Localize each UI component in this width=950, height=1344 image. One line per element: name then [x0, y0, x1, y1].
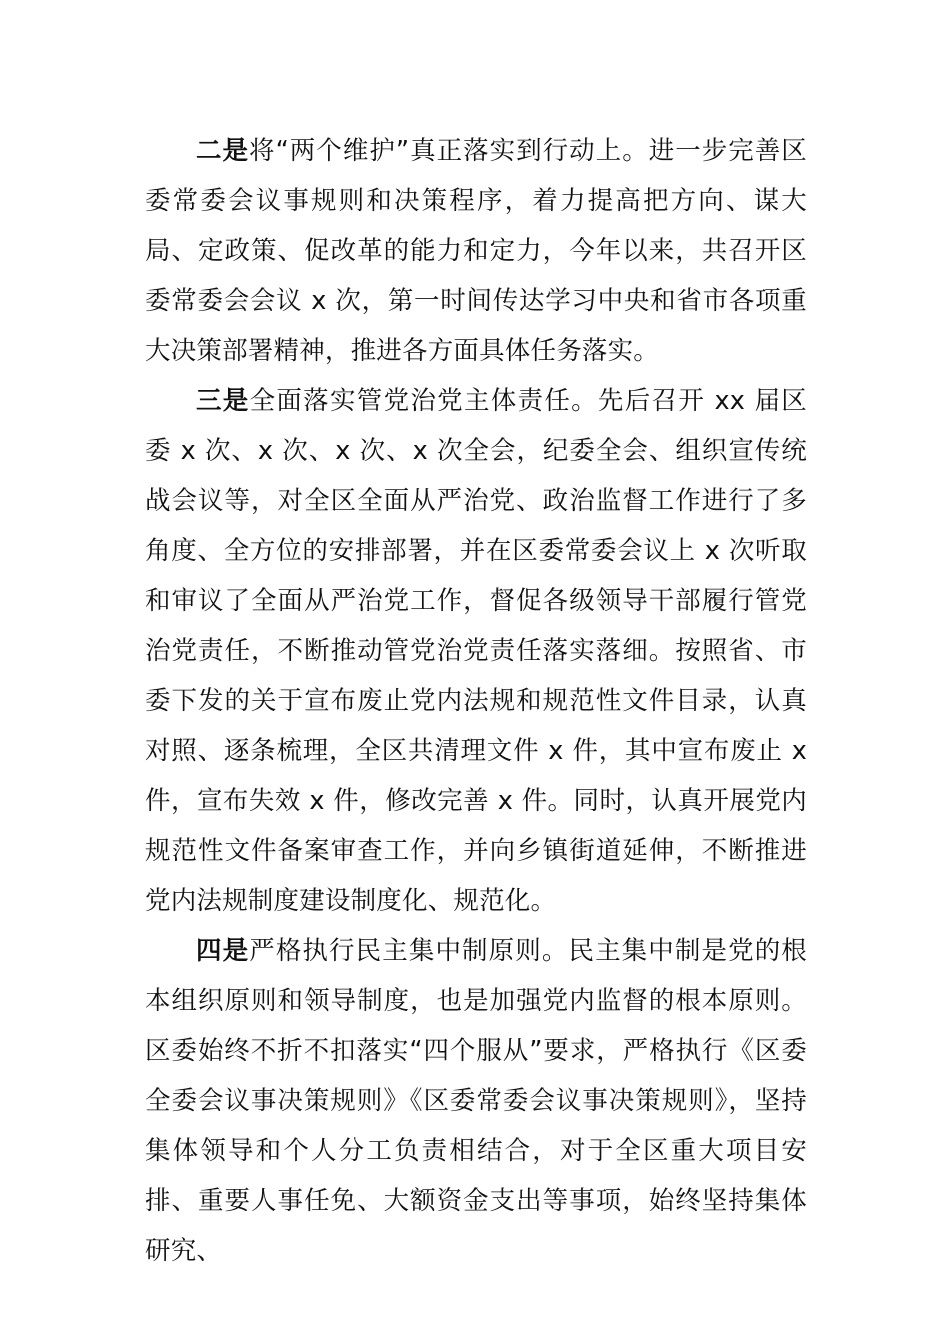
paragraph-text: 全面落实管党治党主体责任。先后召开 xx 届区委 x 次、x 次、x 次、x 次全会，纪委全会、组织宣传统战会议等，对全区全面从严治党、政治监督工作进行了多角度、全方位的安排部署，并在区委常委会议上 x 次听取和审议了全面从严治党工作，督促各级领导干部履行管党治党责任，不断推动管党治党责任落实落细。按照省、市委下发的关于宣布废止党内法规和规范性文件目录，认真对照、逐条梳理，全区共清理文件 x 件，其中宣布废止 x 件，宣布失效 x 件，修改完善 x 件。同时，认真开展党内规范性文件备案审查工作，并向乡镇街道延伸，不断推进党内法规制度建设制度化、规范化。 [145, 386, 807, 916]
paragraph-2 [145, 126, 807, 376]
paragraph-lead: 四是 [196, 936, 250, 966]
paragraph-lead: 三是 [196, 386, 250, 416]
document-body [145, 126, 807, 1276]
paragraph-text: 严格执行民主集中制原则。民主集中制是党的根本组织原则和领导制度，也是加强党内监督的根本原则。区委始终不折不扣落实“四个服从”要求，严格执行《区委全委会议事决策规则》《区委常委会议事决策规则》，坚持集体领导和个人分工负责相结合，对于全区重大项目安排、重要人事任免、大额资金支出等事项，始终坚持集体研究、 [145, 936, 808, 1266]
paragraph-text: 将“两个维护”真正落实到行动上。进一步完善区委常委会议事规则和决策程序，着力提高把方向、谋大局、定政策、促改革的能力和定力，今年以来，共召开区委常委会会议 x 次，第一时间传达学习中央和省市各项重大决策部署精神，推进各方面具体任务落实。 [145, 136, 808, 366]
paragraph-4 [145, 926, 807, 1276]
paragraph-lead: 二是 [196, 136, 250, 166]
paragraph-3 [145, 376, 807, 926]
